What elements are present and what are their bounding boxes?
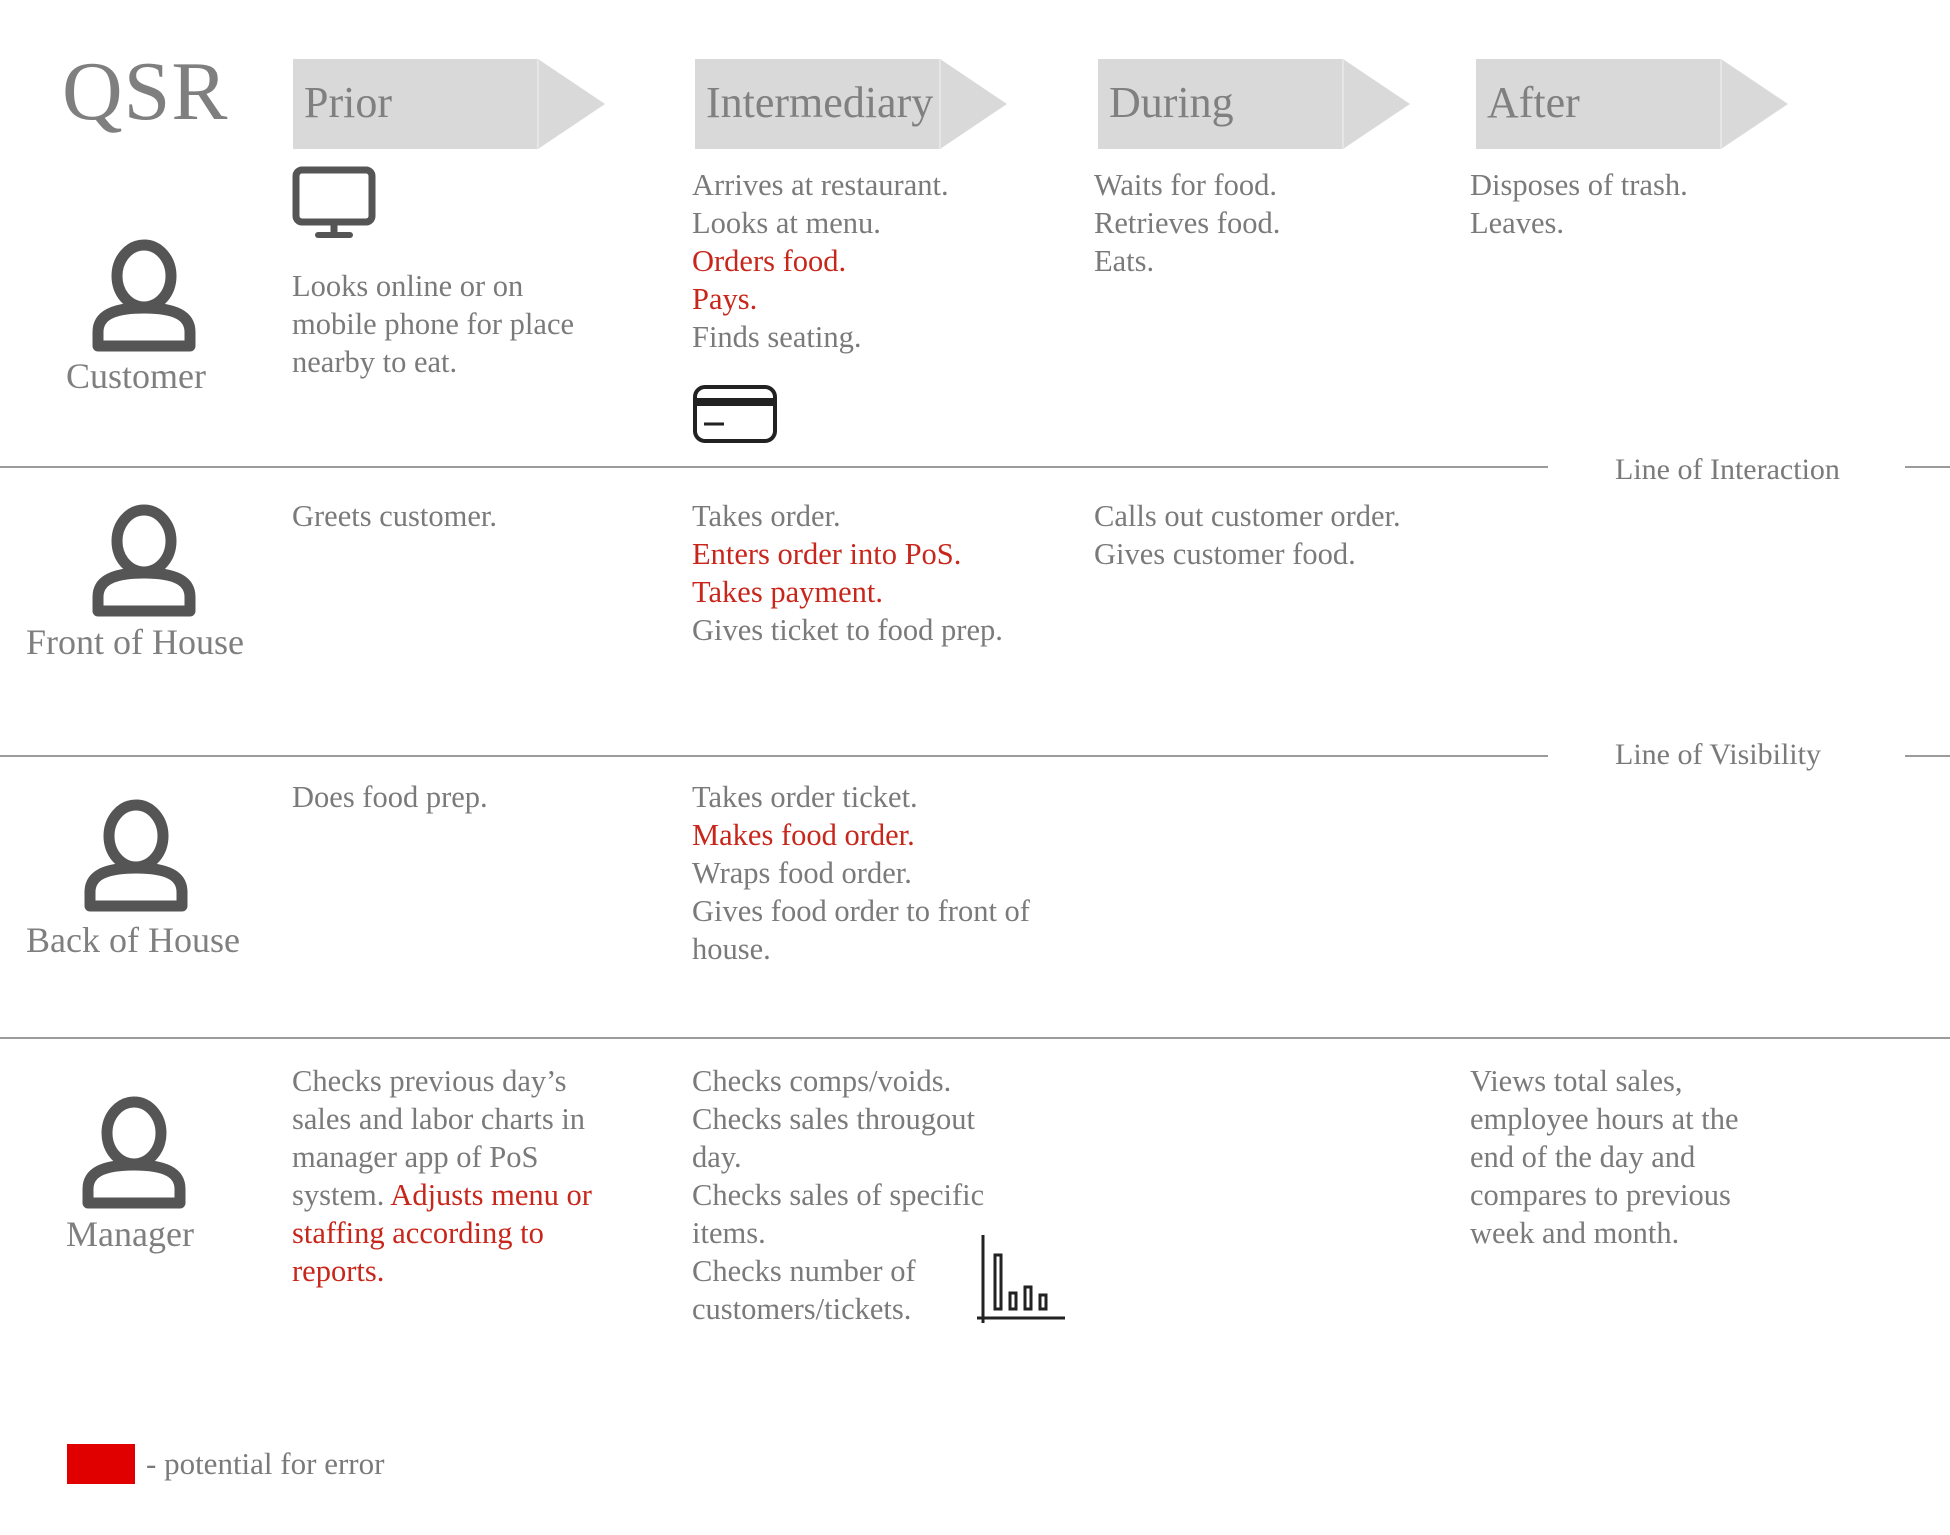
step-text: Gives ticket to food prep. xyxy=(692,613,1003,647)
actor-label-manager: Manager xyxy=(66,1214,194,1254)
actor-label-front-of-house: Front of House xyxy=(26,622,244,662)
step-text: Retrieves food. xyxy=(1094,206,1281,240)
cell-back-of-house-prior xyxy=(292,778,488,816)
step-text: Looks at menu. xyxy=(692,206,881,240)
cell-customer-intermediary xyxy=(692,166,949,356)
step-text: Wraps food order. xyxy=(692,856,912,890)
step-text: Checks previous day’s xyxy=(292,1064,567,1098)
cell-back-of-house-intermediary xyxy=(692,778,1030,968)
computer-monitor-icon xyxy=(292,166,376,240)
step-text: Takes order. xyxy=(692,499,841,533)
line-of-interaction-rule xyxy=(0,466,1548,468)
step-text: Arrives at restaurant. xyxy=(692,168,949,202)
step-text: mobile phone for place xyxy=(292,307,575,341)
front-of-house-person-icon xyxy=(82,501,206,619)
cell-front-of-house-prior xyxy=(292,497,497,535)
cell-customer-after xyxy=(1470,166,1688,242)
step-text: Leaves. xyxy=(1470,206,1564,240)
customer-person-icon xyxy=(82,236,206,354)
back-of-house-person-icon xyxy=(74,796,198,914)
step-text: compares to previous xyxy=(1470,1178,1731,1212)
step-text: employee hours at the xyxy=(1470,1102,1739,1136)
step-text: Gives customer food. xyxy=(1094,537,1356,571)
step-text: Disposes of trash. xyxy=(1470,168,1688,202)
step-text-error: Adjusts menu or xyxy=(390,1178,592,1212)
step-text-error: Pays. xyxy=(692,282,758,316)
step-text: Takes order ticket. xyxy=(692,780,918,814)
step-text: Calls out customer order. xyxy=(1094,499,1401,533)
cell-customer-during xyxy=(1094,166,1280,280)
step-text-error: Orders food. xyxy=(692,244,847,278)
step-text-error: Enters order into PoS. xyxy=(692,537,962,571)
manager-person-icon xyxy=(72,1093,196,1211)
step-text: Does food prep. xyxy=(292,780,488,814)
line-of-interaction-label: Line of Interaction xyxy=(1615,453,1840,486)
credit-card-icon xyxy=(692,384,778,444)
phase-label: Prior xyxy=(304,78,392,127)
step-text: Checks number of xyxy=(692,1254,916,1288)
step-text: Looks online or on xyxy=(292,269,524,303)
step-text: manager app of PoS xyxy=(292,1140,539,1174)
phase-label: Intermediary xyxy=(706,78,934,127)
step-text: customers/tickets. xyxy=(692,1292,912,1326)
cell-customer-prior xyxy=(292,267,574,381)
step-text: Waits for food. xyxy=(1094,168,1278,202)
step-text: items. xyxy=(692,1216,766,1250)
actor-label-customer: Customer xyxy=(66,356,206,396)
step-text: Checks sales througout xyxy=(692,1102,975,1136)
step-text: sales and labor charts in xyxy=(292,1102,586,1136)
legend-text: - potential for error xyxy=(146,1446,385,1481)
step-text: house. xyxy=(692,932,771,966)
diagram-title: QSR xyxy=(62,45,229,138)
step-text: week and month. xyxy=(1470,1216,1680,1250)
line-of-visibility-label: Line of Visibility xyxy=(1615,738,1821,771)
step-text-error: reports. xyxy=(292,1254,385,1288)
phase-label: After xyxy=(1487,78,1580,127)
cell-front-of-house-during xyxy=(1094,497,1401,573)
step-text-mixed xyxy=(292,1176,592,1214)
cell-front-of-house-intermediary xyxy=(692,497,1003,649)
step-text: end of the day and xyxy=(1470,1140,1696,1174)
legend-error-swatch xyxy=(67,1444,135,1484)
step-text: day. xyxy=(692,1140,742,1174)
actor-label-back-of-house: Back of House xyxy=(26,920,240,960)
step-text: Checks sales of specific xyxy=(692,1178,985,1212)
phase-label: During xyxy=(1109,78,1234,127)
step-text: nearby to eat. xyxy=(292,345,458,379)
step-text: Finds seating. xyxy=(692,320,862,354)
step-text: Views total sales, xyxy=(1470,1064,1683,1098)
line-of-visibility-rule xyxy=(0,755,1548,757)
step-text-error: staffing according to xyxy=(292,1216,544,1250)
cell-manager-prior xyxy=(292,1062,592,1290)
cell-manager-intermediary xyxy=(692,1062,984,1328)
step-text: Eats. xyxy=(1094,244,1155,278)
bar-chart-icon xyxy=(977,1235,1067,1325)
line-of-visibility-rule-end xyxy=(1905,755,1950,757)
step-text: Greets customer. xyxy=(292,499,497,533)
manager-lane-rule xyxy=(0,1037,1950,1039)
line-of-interaction-rule-end xyxy=(1905,466,1950,468)
cell-manager-after xyxy=(1470,1062,1738,1252)
step-text: Gives food order to front of xyxy=(692,894,1030,928)
step-text-error: Makes food order. xyxy=(692,818,915,852)
step-text: system. xyxy=(292,1178,391,1212)
step-text: Checks comps/voids. xyxy=(692,1064,952,1098)
step-text-error: Takes payment. xyxy=(692,575,883,609)
